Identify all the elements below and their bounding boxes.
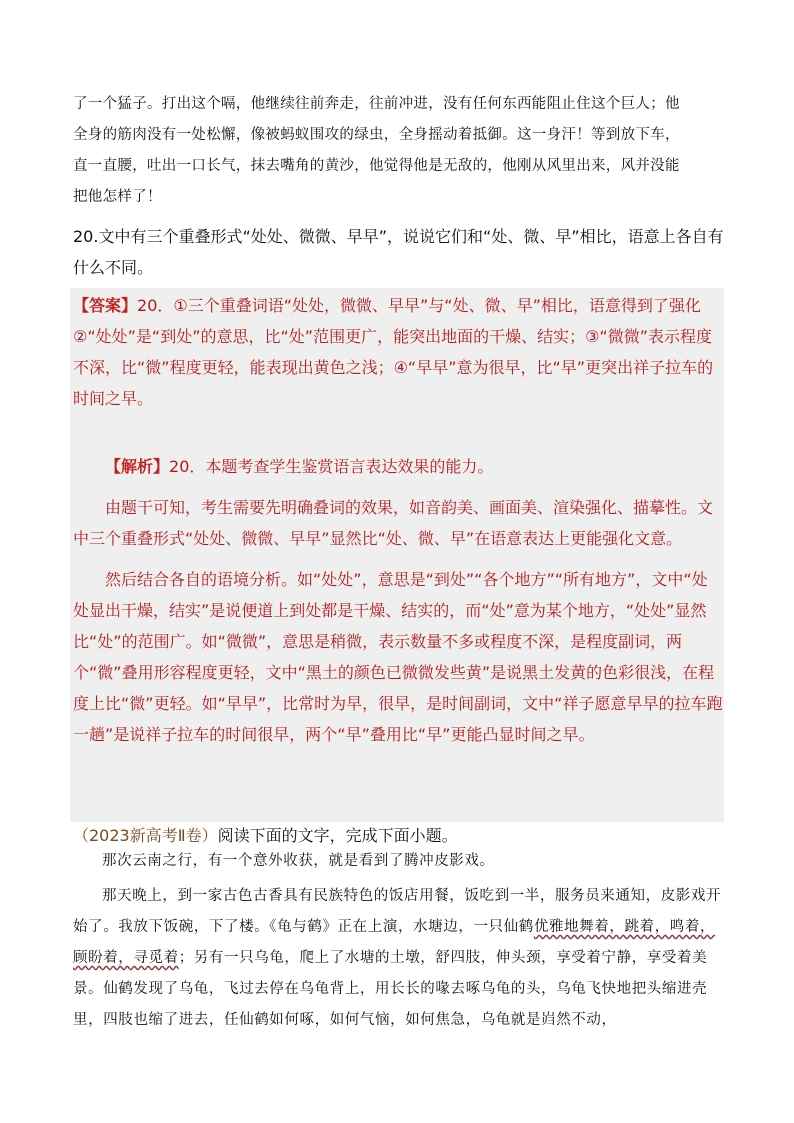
underlined-phrase: 优雅地舞着，跳着，鸣着，顾盼着，寻觅着 (73, 919, 716, 966)
passage-excerpt (73, 89, 727, 213)
passage-line: 直一直腰，吐出一口长气，抹去嘴角的黄沙，他觉得他是无敌的，他刚从风里出来，风并没能 (73, 158, 680, 174)
analysis-intro-text: 20．本题考查学生鉴赏语言表达效果的能力。 (169, 457, 494, 476)
story-paragraph-1: 那次云南之行，有一个意外收获，就是看到了腾冲皮影戏。 (102, 853, 495, 869)
story-paragraph-2-rest: ；另有一只乌龟，爬上了水塘的土墩，舒四肢，伸头颈，享受着宁静，享受着美景。仙鹤发现了乌龟，飞过去停在乌龟背上，用长长的喙去啄乌龟的头，乌龟飞快地把头缩进壳里，四肢也缩了进去，任仙鹤如何啄，如何气恼，如何焦急，乌龟就是岿然不动， (73, 950, 708, 1028)
story-paragraph-2 (73, 881, 727, 1036)
answer-tag: 【答案】 (73, 296, 138, 315)
answer-block (73, 290, 727, 414)
analysis-paragraph-1: 由题干可知，考生需要先明确叠词的效果，如音韵美、画面美、渲染强化、描摹性。文中三个重叠形式“处处、微微、早早”显然比“处、微、早”在语意表达上更能强化文意。 (73, 498, 714, 548)
passage-line: 把他怎样了！ (73, 189, 162, 205)
passage-line: 了一个猛子。打出这个嗝，他继续往前奔走，往前冲进，没有任何东西能阻止住这个巨人；他 (73, 96, 680, 112)
passage-line: 全身的筋肉没有一处松懈，像被蚂蚁围攻的绿虫，全身摇动着抵御。这一身汗！等到放下车， (73, 127, 680, 143)
analysis-block (73, 451, 723, 750)
analysis-paragraph-2: 然后结合各自的语境分析。如“处处”，意思是“到处”“各个地方”“所有地方”，文中“处处显出干燥，结实”是说便道上到处都是干燥、结实的，而“处”意为某个地方，“处处”显然比“处”的范围广。如“微微”，意思是稍微，表示数量不多或程度不深，是程度副词，两个“微”叠用形容程度更轻，文中“黑土的颜色已微微发些黄”是说黑土发黄的色彩很浅，在程度上比“微”更轻。如“早早”，比常时为早，很早，是时间副词，文中“祥子愿意早早的拉车跑一趟”是说祥子拉车的时间很早，两个“早”叠用比“早”更能凸显时间之早。 (73, 570, 723, 744)
exam-source: （2023新高考Ⅱ卷） (73, 826, 218, 845)
story-paragraph-2-start: 那天晚上，到一家古色古香具有民族特色的饭店用餐，饭吃到一半，服务员来通知，皮影戏开始了。我放下饭碗，下了楼。《龟与鹤》正在上演，水塘边，一只仙鹤 (73, 888, 722, 935)
exam-instruction: 阅读下面的文字，完成下面小题。 (217, 826, 458, 845)
question-20: 20.文中有三个重叠形式“处处、微微、早早”，说说它们和“处、微、早”相比，语意上各自有什么不同。 (73, 227, 724, 277)
analysis-intro (73, 451, 723, 482)
story-text (73, 846, 727, 1036)
analysis-tag: 【解析】 (105, 457, 170, 476)
answer-text: 20．①三个重叠词语“处处，微微、早早”与“处、微、早”相比，语意得到了强化②“处处”是“到处”的意思，比“处”范围更广，能突出地面的干燥、结实；③“微微”表示程度不深，比“微”程度更轻，能表现出黄色之浅；④“早早”意为很早，比“早”更突出祥子拉车的时间之早。 (73, 296, 714, 408)
